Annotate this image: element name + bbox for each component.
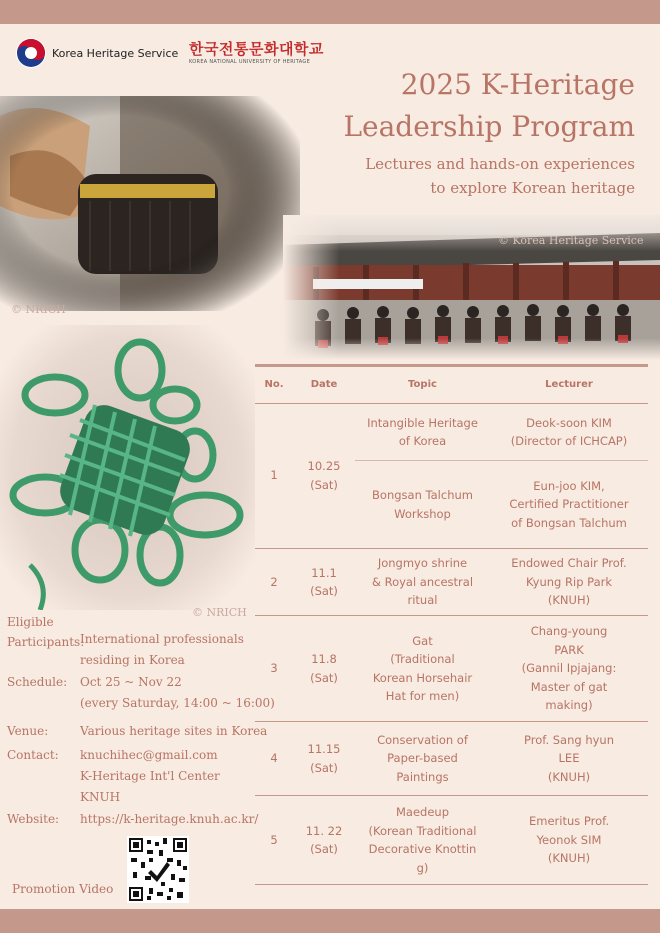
img3-credit: © NRICH	[192, 606, 247, 619]
row5-no: 5	[270, 832, 278, 847]
row4-no: 4	[270, 751, 278, 766]
row5-date: 11. 22 (Sat)	[305, 823, 343, 856]
eligible-value-1: International professionals	[80, 632, 244, 646]
venue-label: Venue:	[7, 724, 49, 738]
row1b-lecturer: Eun-joo KIM, Certified Practitioner of Bongsan Talchum	[509, 478, 629, 530]
row3-lecturer: Chang-young PARK (Gannil Ipjajang: Master of gat making)	[521, 624, 617, 713]
row2-no: 2	[270, 574, 278, 589]
program-title	[343, 64, 635, 148]
knuh-korean-name: 한국전통문화대학교	[189, 40, 324, 58]
schedule-value-1: Oct 25 ~ Nov 22	[80, 675, 182, 689]
table-bottom-rule	[255, 884, 648, 885]
program-info	[7, 612, 275, 832]
row4-lecturer: Prof. Sang hyun LEE (KNUH)	[523, 732, 615, 784]
header-no: No.	[264, 378, 284, 390]
eligible-label-1: Eligible	[7, 615, 54, 629]
table-top-rule	[255, 364, 648, 367]
subtitle-line2: to explore Korean heritage	[430, 179, 635, 197]
promotion-video-qr-code[interactable]	[127, 836, 189, 903]
website-label: Website:	[7, 812, 60, 826]
row1b-topic: Bongsan Talchum Workshop	[372, 488, 473, 521]
row3-date: 11.8 (Sat)	[310, 652, 338, 685]
row5-lecturer: Emeritus Prof. Yeonok SIM (KNUH)	[528, 814, 610, 866]
program-subtitle	[365, 152, 635, 200]
row1-no: 1	[270, 468, 278, 483]
row5-topic: Maedeup (Korean Traditional Decorative Knottin g)	[368, 805, 477, 875]
taegeuk-icon	[16, 38, 46, 68]
schedule-value-2: (every Saturday, 14:00 ~ 16:00)	[80, 696, 275, 710]
row2-lecturer: Endowed Chair Prof. Kyung Rip Park (KNUH)	[511, 556, 627, 608]
eligible-value-2: residing in Korea	[80, 653, 185, 667]
knuh-logo	[189, 38, 324, 65]
bottom-band	[0, 909, 660, 933]
row1a-lecturer: Deok-soon KIM (Director of ICHCAP)	[510, 415, 628, 448]
header-lecturer: Lecturer	[545, 378, 593, 390]
contact-knuh: KNUH	[80, 790, 121, 804]
row1-date: 10.25 (Sat)	[307, 459, 341, 492]
header-date: Date	[310, 378, 338, 390]
promotion-video-label: Promotion Video	[12, 882, 114, 896]
contact-email[interactable]: knuchihec@gmail.com	[80, 748, 218, 762]
title-line1: 2025 K-Heritage	[400, 68, 635, 101]
contact-label: Contact:	[7, 748, 59, 762]
img2-credit: © Korea Heritage Service	[498, 234, 644, 247]
row2-date: 11.1 (Sat)	[310, 565, 338, 598]
gat-making-photo	[0, 96, 300, 311]
eligible-label-2: Participants:	[7, 635, 85, 649]
row3-no: 3	[270, 661, 278, 676]
knuh-english-name: KOREA NATIONAL UNIVERSITY OF HERITAGE	[189, 59, 311, 65]
row4-date: 11.15 (Sat)	[307, 742, 341, 775]
row2-topic: Jongmyo shrine & Royal ancestral ritual	[371, 556, 474, 608]
row3-topic: Gat (Traditional Korean Horsehair Hat for men)	[372, 633, 473, 703]
img1-credit: © NRICH	[11, 303, 66, 316]
header-topic: Topic	[408, 378, 437, 390]
website-link[interactable]: https://k-heritage.knuh.ac.kr/	[80, 812, 259, 826]
org1-name: Korea Heritage Service	[52, 46, 179, 60]
contact-center: K-Heritage Int'l Center	[80, 769, 220, 783]
korea-heritage-service-logo	[16, 38, 178, 68]
row4-topic: Conservation of Paper-based Paintings	[377, 732, 468, 784]
subtitle-line1: Lectures and hands-on experiences	[365, 155, 635, 173]
top-band	[0, 0, 660, 24]
maedeup-knot-photo	[0, 325, 255, 610]
row1a-topic: Intangible Heritage of Korea	[367, 415, 478, 448]
title-line2: Leadership Program	[343, 110, 635, 143]
schedule-label: Schedule:	[7, 675, 68, 689]
venue-value: Various heritage sites in Korea	[80, 724, 268, 738]
